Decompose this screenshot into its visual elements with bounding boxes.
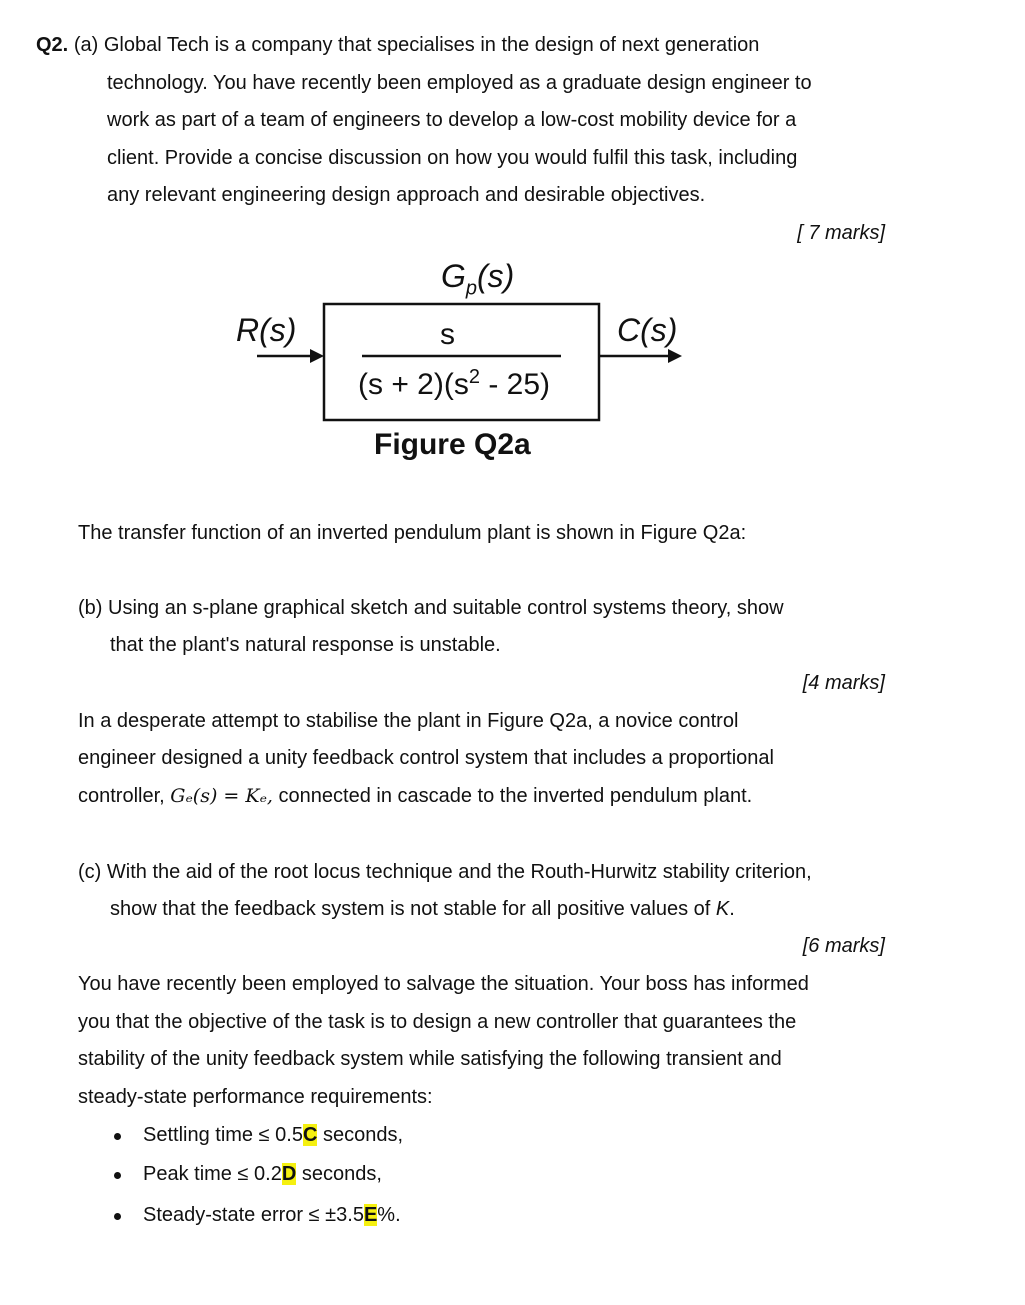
output-arrow-head [668, 349, 682, 363]
requirement-peak-time [143, 1163, 382, 1186]
part-a-marks: [ 7 marks] [797, 222, 885, 244]
requirement-text: Steady-state error ≤ ±3.5 [143, 1204, 364, 1226]
controller-equation: Gₑ(s) = Kₑ, [170, 785, 273, 807]
input-arrow-head [310, 349, 324, 363]
part-a-line-1: Global Tech is a company that specialises in the design of next generation [103, 34, 760, 56]
highlight-placeholder: C [302, 1124, 318, 1146]
novice-line-3 [78, 785, 752, 808]
salvage-line-4: steady-state performance requirements: [78, 1086, 433, 1108]
novice-line-3-pre: controller, [78, 785, 171, 807]
gp-argument: (s) [477, 258, 515, 294]
part-c-line-1 [78, 861, 812, 884]
part-a-label: (a) [73, 34, 99, 56]
highlight-placeholder: D [281, 1163, 297, 1185]
novice-line-1: In a desperate attempt to stabilise the plant in Figure Q2a, a novice control [78, 710, 739, 732]
part-a-line-3: work as part of a team of engineers to develop a low-cost mobility device for a [107, 109, 797, 131]
figure-caption: Figure Q2a [374, 428, 531, 461]
requirement-unit: seconds, [317, 1124, 404, 1146]
transfer-numerator: s [440, 318, 455, 351]
novice-line-2: engineer designed a unity feedback control system that includes a proportional [78, 747, 774, 769]
requirement-text: Settling time ≤ 0.5 [143, 1124, 303, 1146]
bullet-dot [114, 1133, 121, 1140]
part-c-marks: [6 marks] [802, 935, 885, 957]
denominator-exponent: 2 [468, 366, 480, 388]
question-number: Q2. [36, 34, 69, 56]
part-c-variable: K [715, 898, 730, 920]
part-b-line-2: that the plant's natural response is unstable. [110, 634, 501, 656]
requirement-settling-time [143, 1124, 403, 1147]
bullet-dot [114, 1213, 121, 1220]
requirement-text: Peak time ≤ 0.2 [143, 1163, 282, 1185]
part-c-text-1: With the aid of the root locus technique and the Routh-Hurwitz stability criterion, [106, 861, 812, 883]
input-signal-label: R(s) [236, 312, 297, 348]
intro-text: The transfer function of an inverted pendulum plant is shown in Figure Q2a: [78, 522, 747, 544]
highlight-placeholder: E [363, 1204, 378, 1226]
gp-main: G [441, 258, 466, 294]
part-c-text-2-post: . [729, 898, 735, 920]
part-b-marks: [4 marks] [802, 672, 885, 694]
part-a-line-5: any relevant engineering design approach and desirable objectives. [107, 184, 706, 206]
transfer-denominator [358, 366, 550, 402]
requirement-unit: seconds, [296, 1163, 382, 1185]
novice-line-3-post: connected in cascade to the inverted pendulum plant. [272, 785, 753, 807]
plant-block [324, 304, 599, 420]
requirement-steady-state-error [143, 1204, 401, 1227]
denominator-pre: (s + 2)(s [358, 368, 469, 401]
denominator-post: - 25) [479, 368, 551, 401]
part-c-text-2-pre: show that the feedback system is not stable for all positive values of [110, 898, 716, 920]
part-c-label: (c) [78, 861, 102, 883]
salvage-line-3: stability of the unity feedback system while satisfying the following transient and [78, 1048, 782, 1070]
gp-subscript: p [465, 277, 478, 300]
requirement-unit: %. [377, 1204, 401, 1226]
part-b-label: (b) [78, 597, 103, 619]
part-b-text-1: Using an s-plane graphical sketch and suitable control systems theory, show [108, 597, 784, 619]
salvage-line-2: you that the objective of the task is to design a new controller that guarantees the [78, 1011, 797, 1033]
bullet-dot [114, 1172, 121, 1179]
output-signal-label: C(s) [617, 312, 678, 348]
part-a-line-4: client. Provide a concise discussion on how you would fulfil this task, including [107, 147, 798, 169]
salvage-line-1: You have recently been employed to salvage the situation. Your boss has informed [78, 973, 809, 995]
part-a-line-2: technology. You have recently been employed as a graduate design engineer to [107, 72, 812, 94]
part-c-line-2 [110, 898, 735, 921]
part-b-line-1 [78, 597, 784, 620]
